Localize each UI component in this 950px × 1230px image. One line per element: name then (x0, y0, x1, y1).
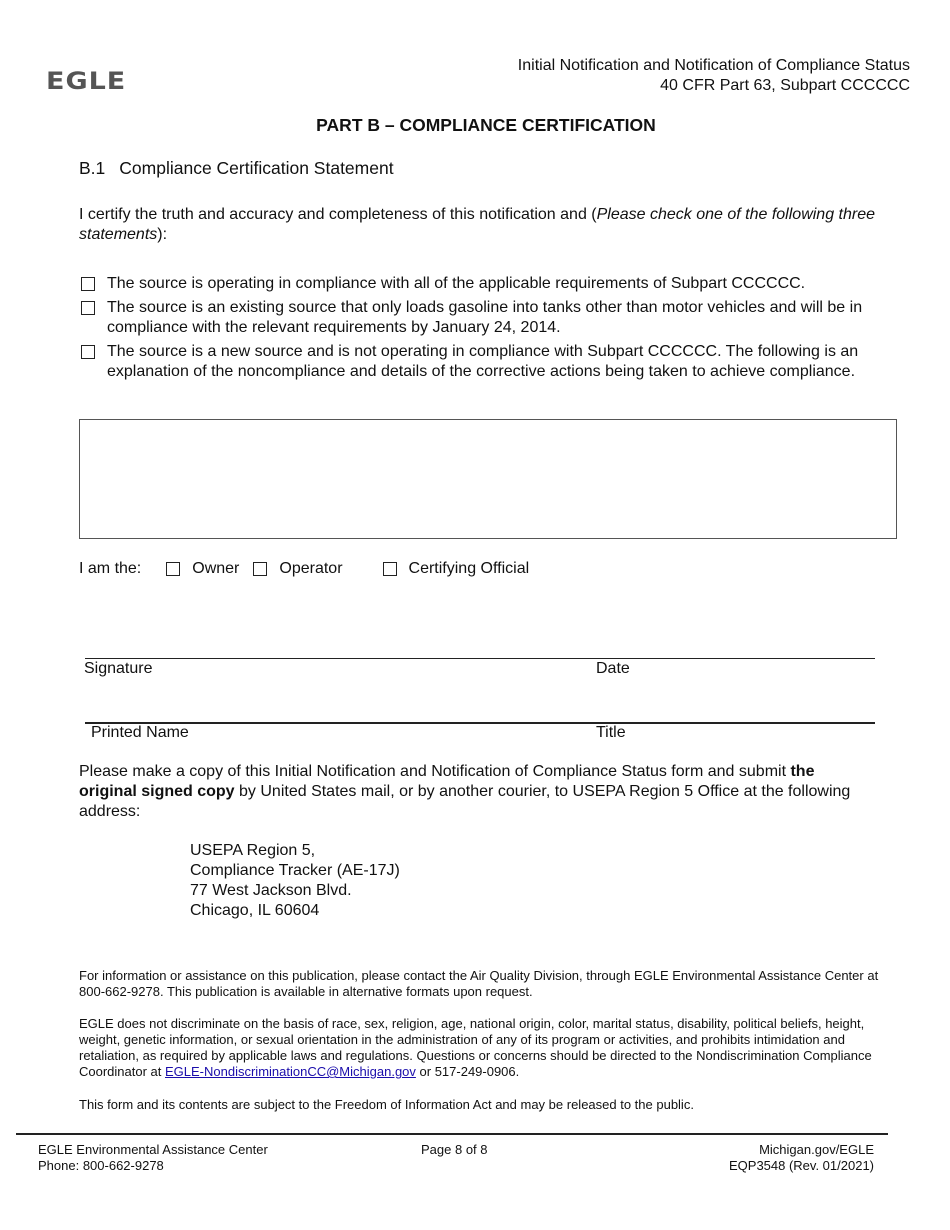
printed-name-line[interactable] (85, 722, 875, 724)
egle-logo: EGLE (46, 67, 127, 96)
statement-text-3: The source is a new source and is not operating in compliance with Subpart CCCCCC. The following is an explanation of the noncompliance and details of the corrective actions being taken to achieve compliance. (107, 343, 859, 380)
role-selector (79, 559, 529, 579)
noncompliance-explanation-field[interactable] (79, 419, 897, 539)
certifying-official-label: Certifying Official (408, 560, 530, 577)
printed-name-label: Printed Name (91, 724, 189, 741)
nondiscrimination-phone: or 517-249-0906. (415, 1064, 520, 1079)
form-header (518, 56, 910, 96)
section-number: B.1 (79, 158, 106, 178)
address-line: Compliance Tracker (AE-17J) (190, 862, 400, 879)
certifying-official-checkbox[interactable] (383, 562, 397, 576)
certification-intro (79, 205, 899, 245)
footer-left (38, 1142, 268, 1174)
instructions-text-2: by United States mail, or by another courier, to USEPA Region 5 Office at the following address: (79, 783, 851, 820)
address-line: 77 West Jackson Blvd. (190, 882, 352, 899)
section-title: Compliance Certification Statement (119, 158, 394, 178)
page-number: Page 8 of 8 (421, 1142, 488, 1157)
signature-label: Signature (84, 660, 153, 677)
instructions-bold: the original signed copy (79, 763, 815, 800)
instructions-text-1: Please make a copy of this Initial Notification and Notification of Compliance Status form and submit (79, 763, 791, 780)
title-label: Title (596, 724, 626, 741)
statement-checkbox-1[interactable] (81, 277, 95, 291)
owner-label: Owner (192, 560, 240, 577)
nondiscrimination-notice (79, 1016, 891, 1080)
nondiscrimination-email-link[interactable]: EGLE-NondiscriminationCC@Michigan.gov (165, 1064, 416, 1079)
date-label: Date (596, 660, 630, 677)
form-title: Initial Notification and Notification of Compliance Status (517, 57, 910, 74)
signature-line[interactable] (85, 658, 875, 659)
intro-italic: Please check one of the following three statements (79, 206, 876, 243)
foia-notice: This form and its contents are subject to the Freedom of Information Act and may be released to the public. (79, 1097, 694, 1112)
footer-right (729, 1142, 874, 1174)
address-line: USEPA Region 5, (190, 842, 316, 859)
statement-checkbox-2[interactable] (81, 301, 95, 315)
part-title: PART B – COMPLIANCE CERTIFICATION (316, 115, 656, 135)
intro-text: I certify the truth and accuracy and completeness of this notification and ( (79, 206, 597, 223)
submission-instructions (79, 762, 869, 822)
mailing-address (190, 841, 400, 921)
statement-option-2 (81, 298, 896, 338)
footer-divider (16, 1133, 888, 1135)
operator-checkbox[interactable] (253, 562, 267, 576)
owner-checkbox[interactable] (166, 562, 180, 576)
form-regulation: 40 CFR Part 63, Subpart CCCCCC (660, 77, 910, 94)
address-line: Chicago, IL 60604 (190, 902, 320, 919)
statement-checkbox-3[interactable] (81, 345, 95, 359)
statement-option-3 (81, 342, 896, 382)
section-heading (79, 158, 394, 179)
form-number: EQP3548 (Rev. 01/2021) (728, 1158, 874, 1173)
role-label: I am the: (79, 560, 142, 577)
info-notice: For information or assistance on this publication, please contact the Air Quality Division, through EGLE Environmental Assistance Center at 800-662-9278. This publication is available in alternative formats upon request. (79, 968, 879, 999)
nondiscrimination-text: EGLE does not discriminate on the basis of race, sex, religion, age, national origin, color, marital status, disability, political beliefs, height, weight, genetic information, or sexual orientation in the administration of any of its program or activities, and prohibits intimidation and retaliation, as required by applicable laws and regulations. Questions or concerns should be directed to the Nondiscrimination Compliance Coordinator at (79, 1016, 872, 1079)
operator-label: Operator (279, 560, 343, 577)
statement-option-1 (81, 274, 896, 294)
intro-end: ): (157, 226, 168, 243)
footer-website: Michigan.gov/EGLE (759, 1142, 874, 1157)
footer-center-name: EGLE Environmental Assistance Center (38, 1142, 268, 1157)
statement-text-2: The source is an existing source that only loads gasoline into tanks other than motor vehicles and will be in compliance with the relevant requirements by January 24, 2014. (107, 299, 863, 336)
footer-phone: Phone: 800-662-9278 (38, 1158, 164, 1173)
statement-text-1: The source is operating in compliance with all of the applicable requirements of Subpart CCCCCC. (107, 275, 806, 292)
